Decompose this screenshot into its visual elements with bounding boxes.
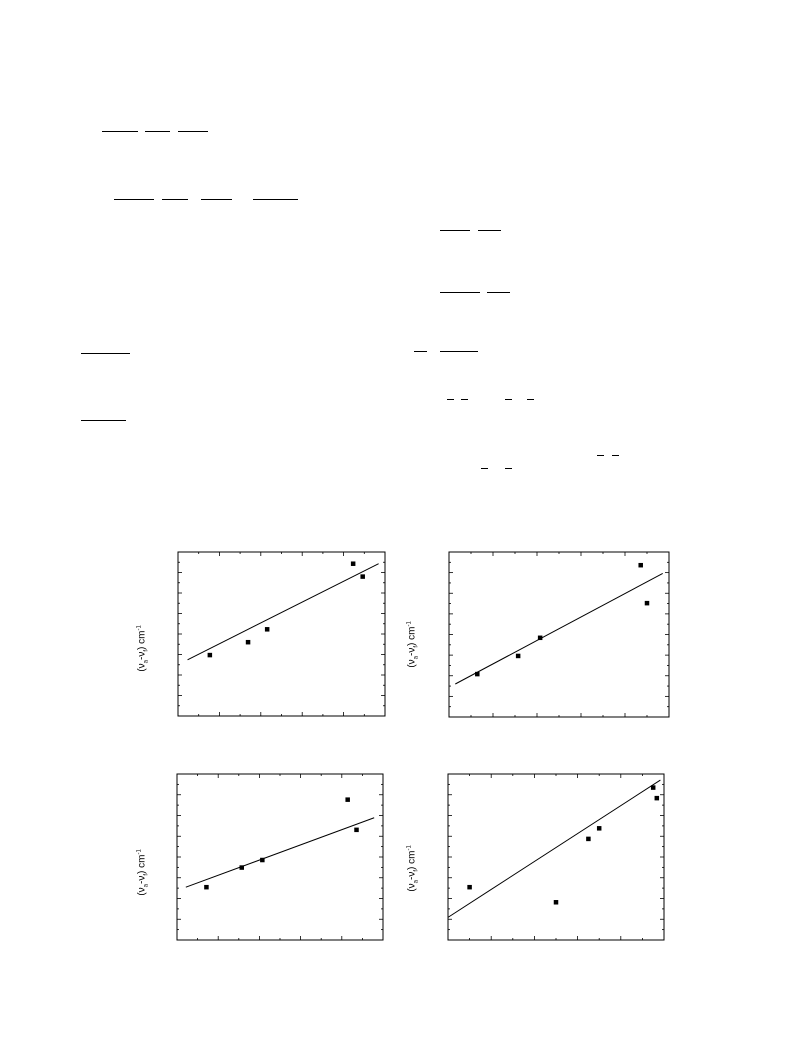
- axis-label-sub: f: [413, 869, 420, 872]
- axis-label-part: (ν: [136, 887, 148, 896]
- data-point: [554, 900, 559, 905]
- y-axis-label-bottom-left: [136, 826, 149, 896]
- axis-label-sub: f: [413, 645, 420, 648]
- data-point: [586, 837, 591, 842]
- axis-label-sub: a: [143, 659, 150, 664]
- axis-label-part: ) cm: [136, 854, 148, 874]
- axis-label-part: ) cm: [136, 630, 148, 650]
- data-point: [655, 796, 660, 801]
- y-axis-label-top-right: [406, 598, 419, 668]
- axis-label-part: ) cm: [406, 626, 418, 646]
- axis-label-sub: a: [413, 655, 420, 660]
- axis-label-exp: -1: [406, 845, 413, 851]
- y-axis-label-bottom-right: [406, 822, 419, 892]
- axis-label-part: -ν: [406, 871, 418, 880]
- axis-label-part: -ν: [136, 651, 148, 660]
- axis-label-part: ) cm: [406, 850, 418, 870]
- axis-label-part: (ν: [406, 883, 418, 892]
- axis-label-sub: a: [413, 879, 420, 884]
- axis-label-sub: a: [143, 883, 150, 888]
- axis-label-sub: f: [143, 649, 150, 652]
- axis-label-part: (ν: [406, 659, 418, 668]
- y-axis-label-top-left: [136, 602, 149, 672]
- data-point: [467, 885, 472, 890]
- axis-label-part: -ν: [136, 875, 148, 884]
- axis-label-exp: -1: [136, 849, 143, 855]
- data-point: [651, 785, 656, 790]
- axis-label-part: (ν: [136, 663, 148, 672]
- axis-label-exp: -1: [406, 621, 413, 627]
- axis-label-exp: -1: [136, 625, 143, 631]
- fit-line: [448, 780, 660, 917]
- data-point: [597, 826, 602, 831]
- axis-label-sub: f: [143, 873, 150, 876]
- axis-label-part: -ν: [406, 647, 418, 656]
